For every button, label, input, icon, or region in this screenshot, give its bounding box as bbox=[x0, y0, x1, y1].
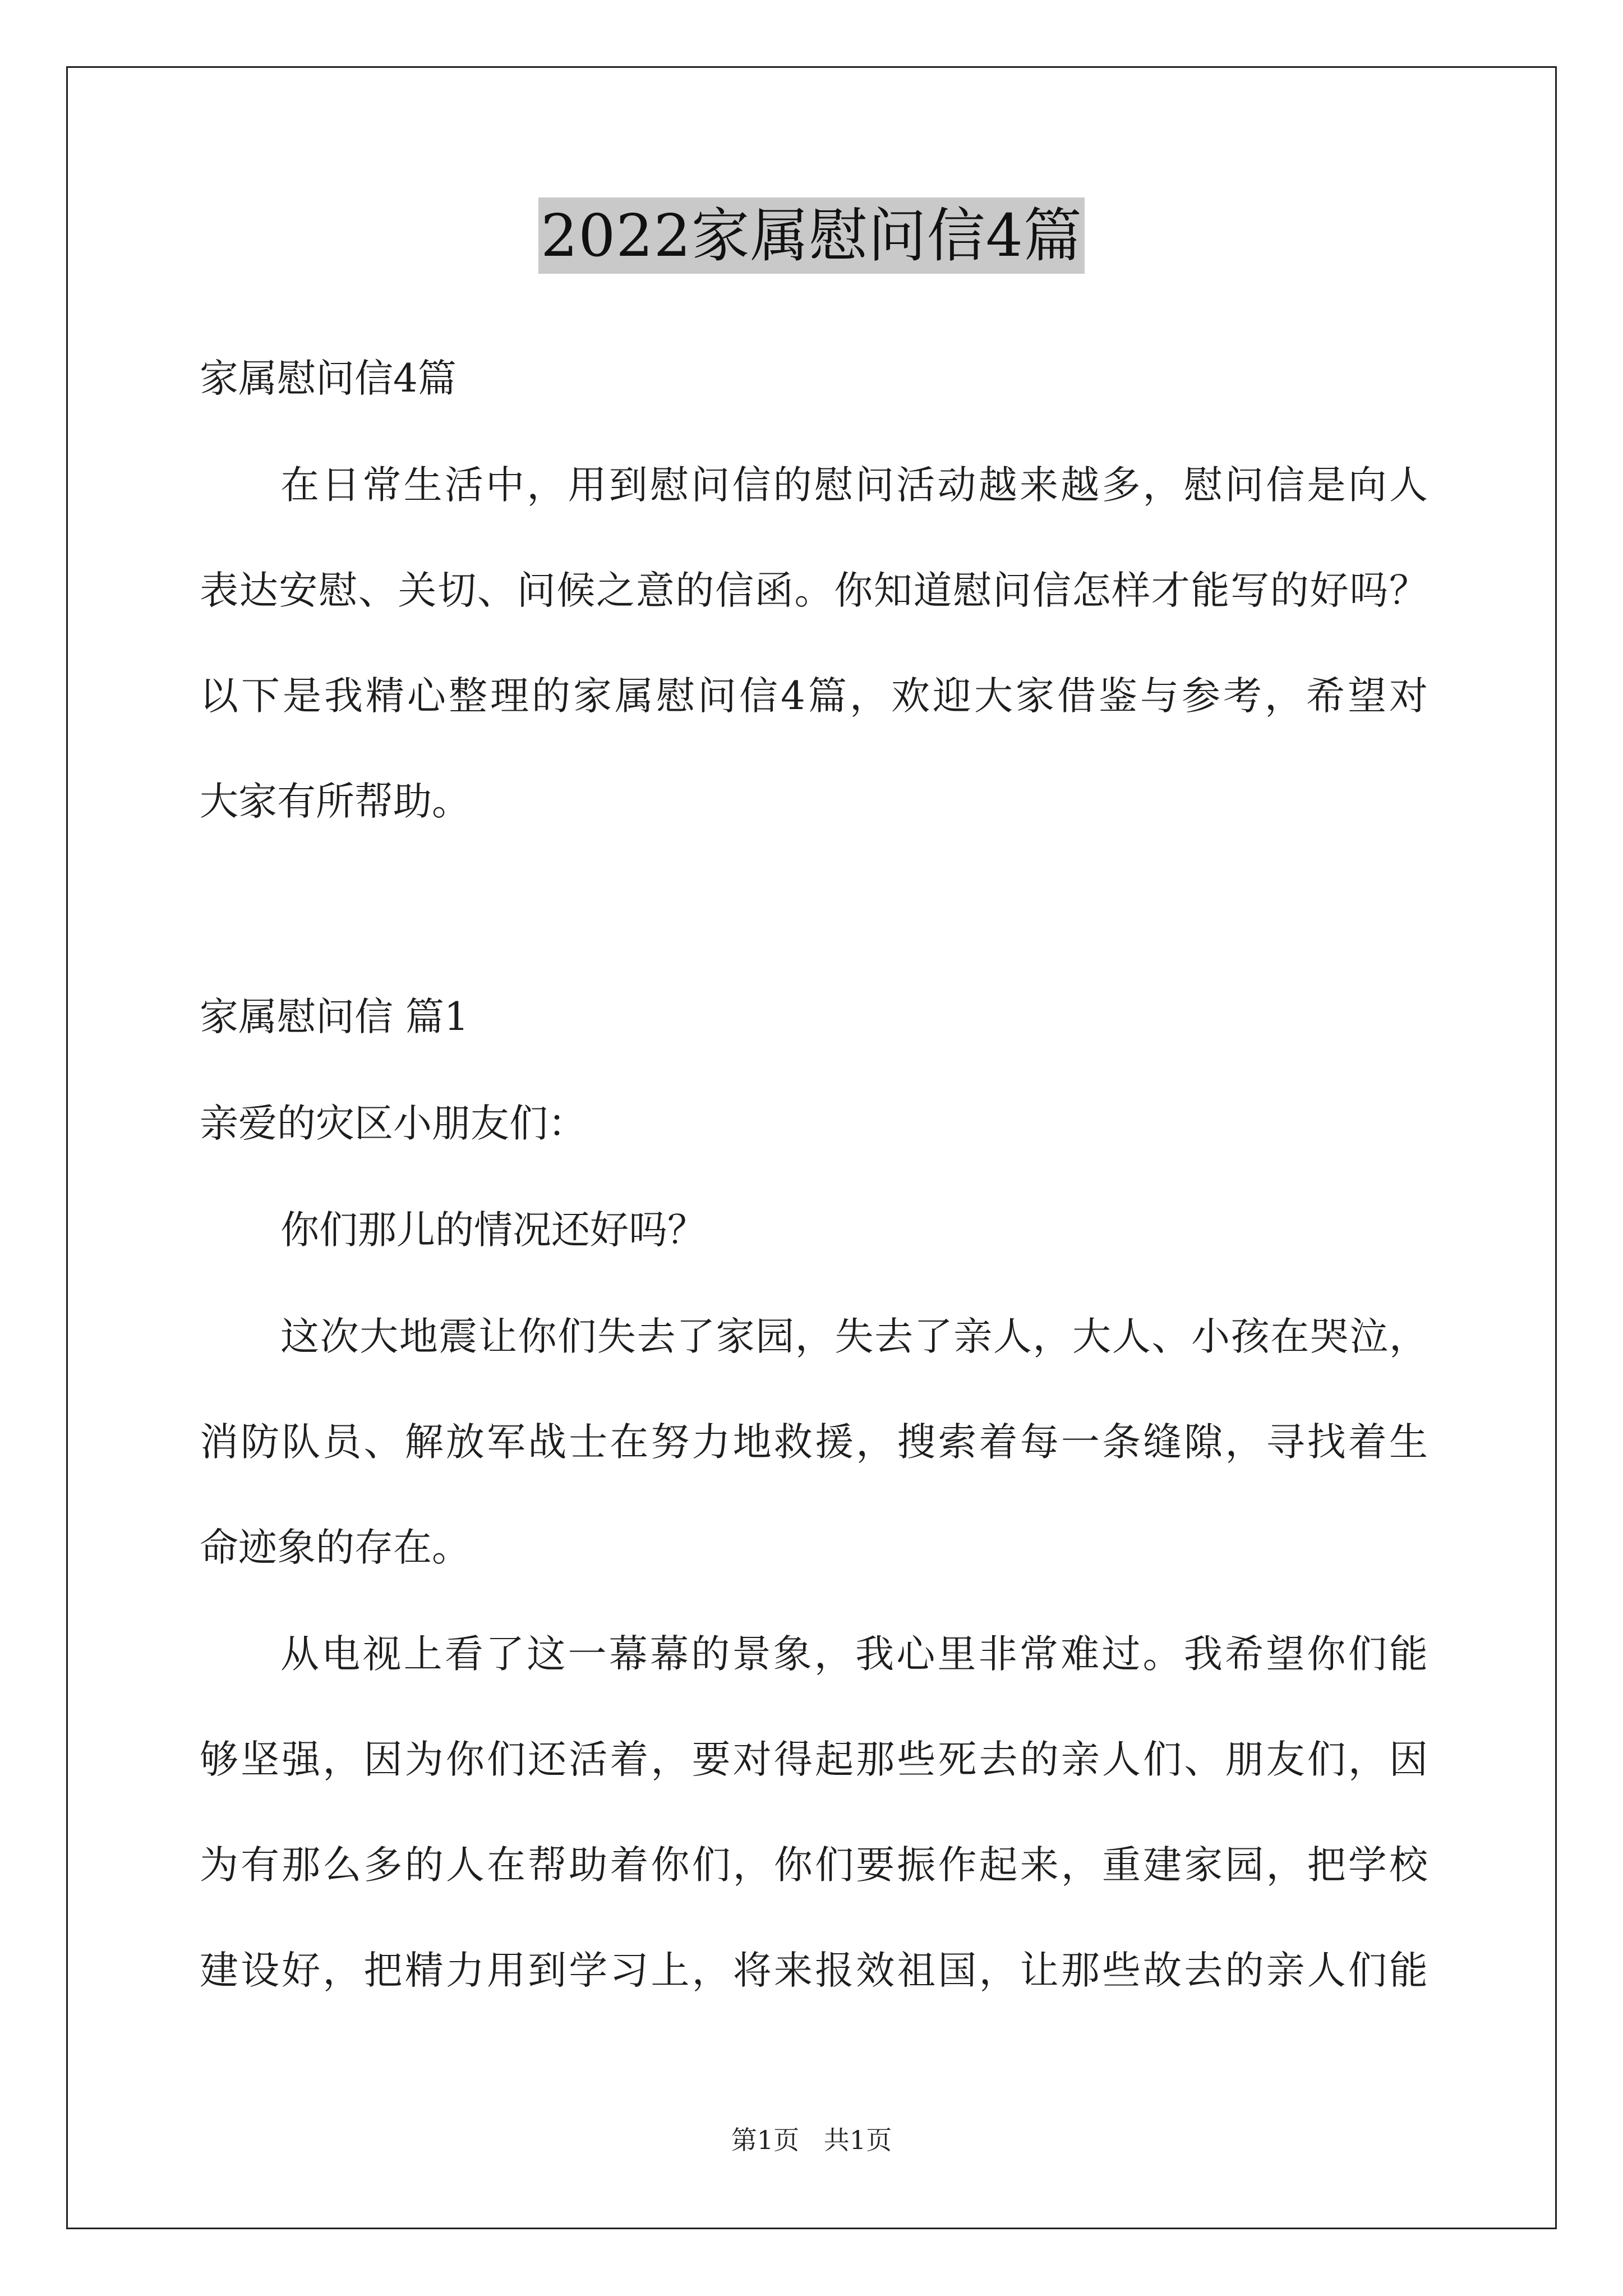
salutation: 亲爱的灾区小朋友们： bbox=[200, 1101, 587, 1146]
intro-line-1: 在日常生活中，用到慰问信的慰问活动越来越多，慰问信是向人 bbox=[280, 463, 1428, 508]
paragraph-2-line-3: 命迹象的存在。 bbox=[200, 1525, 471, 1570]
page-footer: 第1页 共1页 bbox=[731, 2125, 892, 2155]
section-heading: 家属慰问信 篇1 bbox=[200, 995, 469, 1039]
intro-line-3: 以下是我精心整理的家属慰问信4篇，欢迎大家借鉴与参考，希望对 bbox=[200, 674, 1428, 719]
document-subtitle: 家属慰问信4篇 bbox=[200, 356, 457, 401]
paragraph-3-line-1: 从电视上看了这一幕幕的景象，我心里非常难过。我希望你们能 bbox=[280, 1632, 1428, 1677]
paragraph-3-line-4: 建设好，把精力用到学习上，将来报效祖国，让那些故去的亲人们能 bbox=[200, 1948, 1428, 1993]
intro-line-4: 大家有所帮助。 bbox=[200, 779, 471, 824]
intro-line-2: 表达安慰、关切、问候之意的信函。你知道慰问信怎样才能写的好吗？ bbox=[200, 568, 1428, 613]
paragraph-2-line-2: 消防队员、解放军战士在努力地救援，搜索着每一条缝隙，寻找着生 bbox=[200, 1420, 1428, 1465]
document-title: 2022家属慰问信4篇 bbox=[538, 197, 1085, 274]
title-container bbox=[0, 197, 1623, 274]
paragraph-2-line-1: 这次大地震让你们失去了家园，失去了亲人，大人、小孩在哭泣， bbox=[280, 1314, 1428, 1359]
paragraph-1: 你们那儿的情况还好吗？ bbox=[280, 1208, 706, 1253]
paragraph-3-line-2: 够坚强，因为你们还活着，要对得起那些死去的亲人们、朋友们，因 bbox=[200, 1737, 1428, 1782]
paragraph-3-line-3: 为有那么多的人在帮助着你们，你们要振作起来，重建家园，把学校 bbox=[200, 1843, 1428, 1888]
